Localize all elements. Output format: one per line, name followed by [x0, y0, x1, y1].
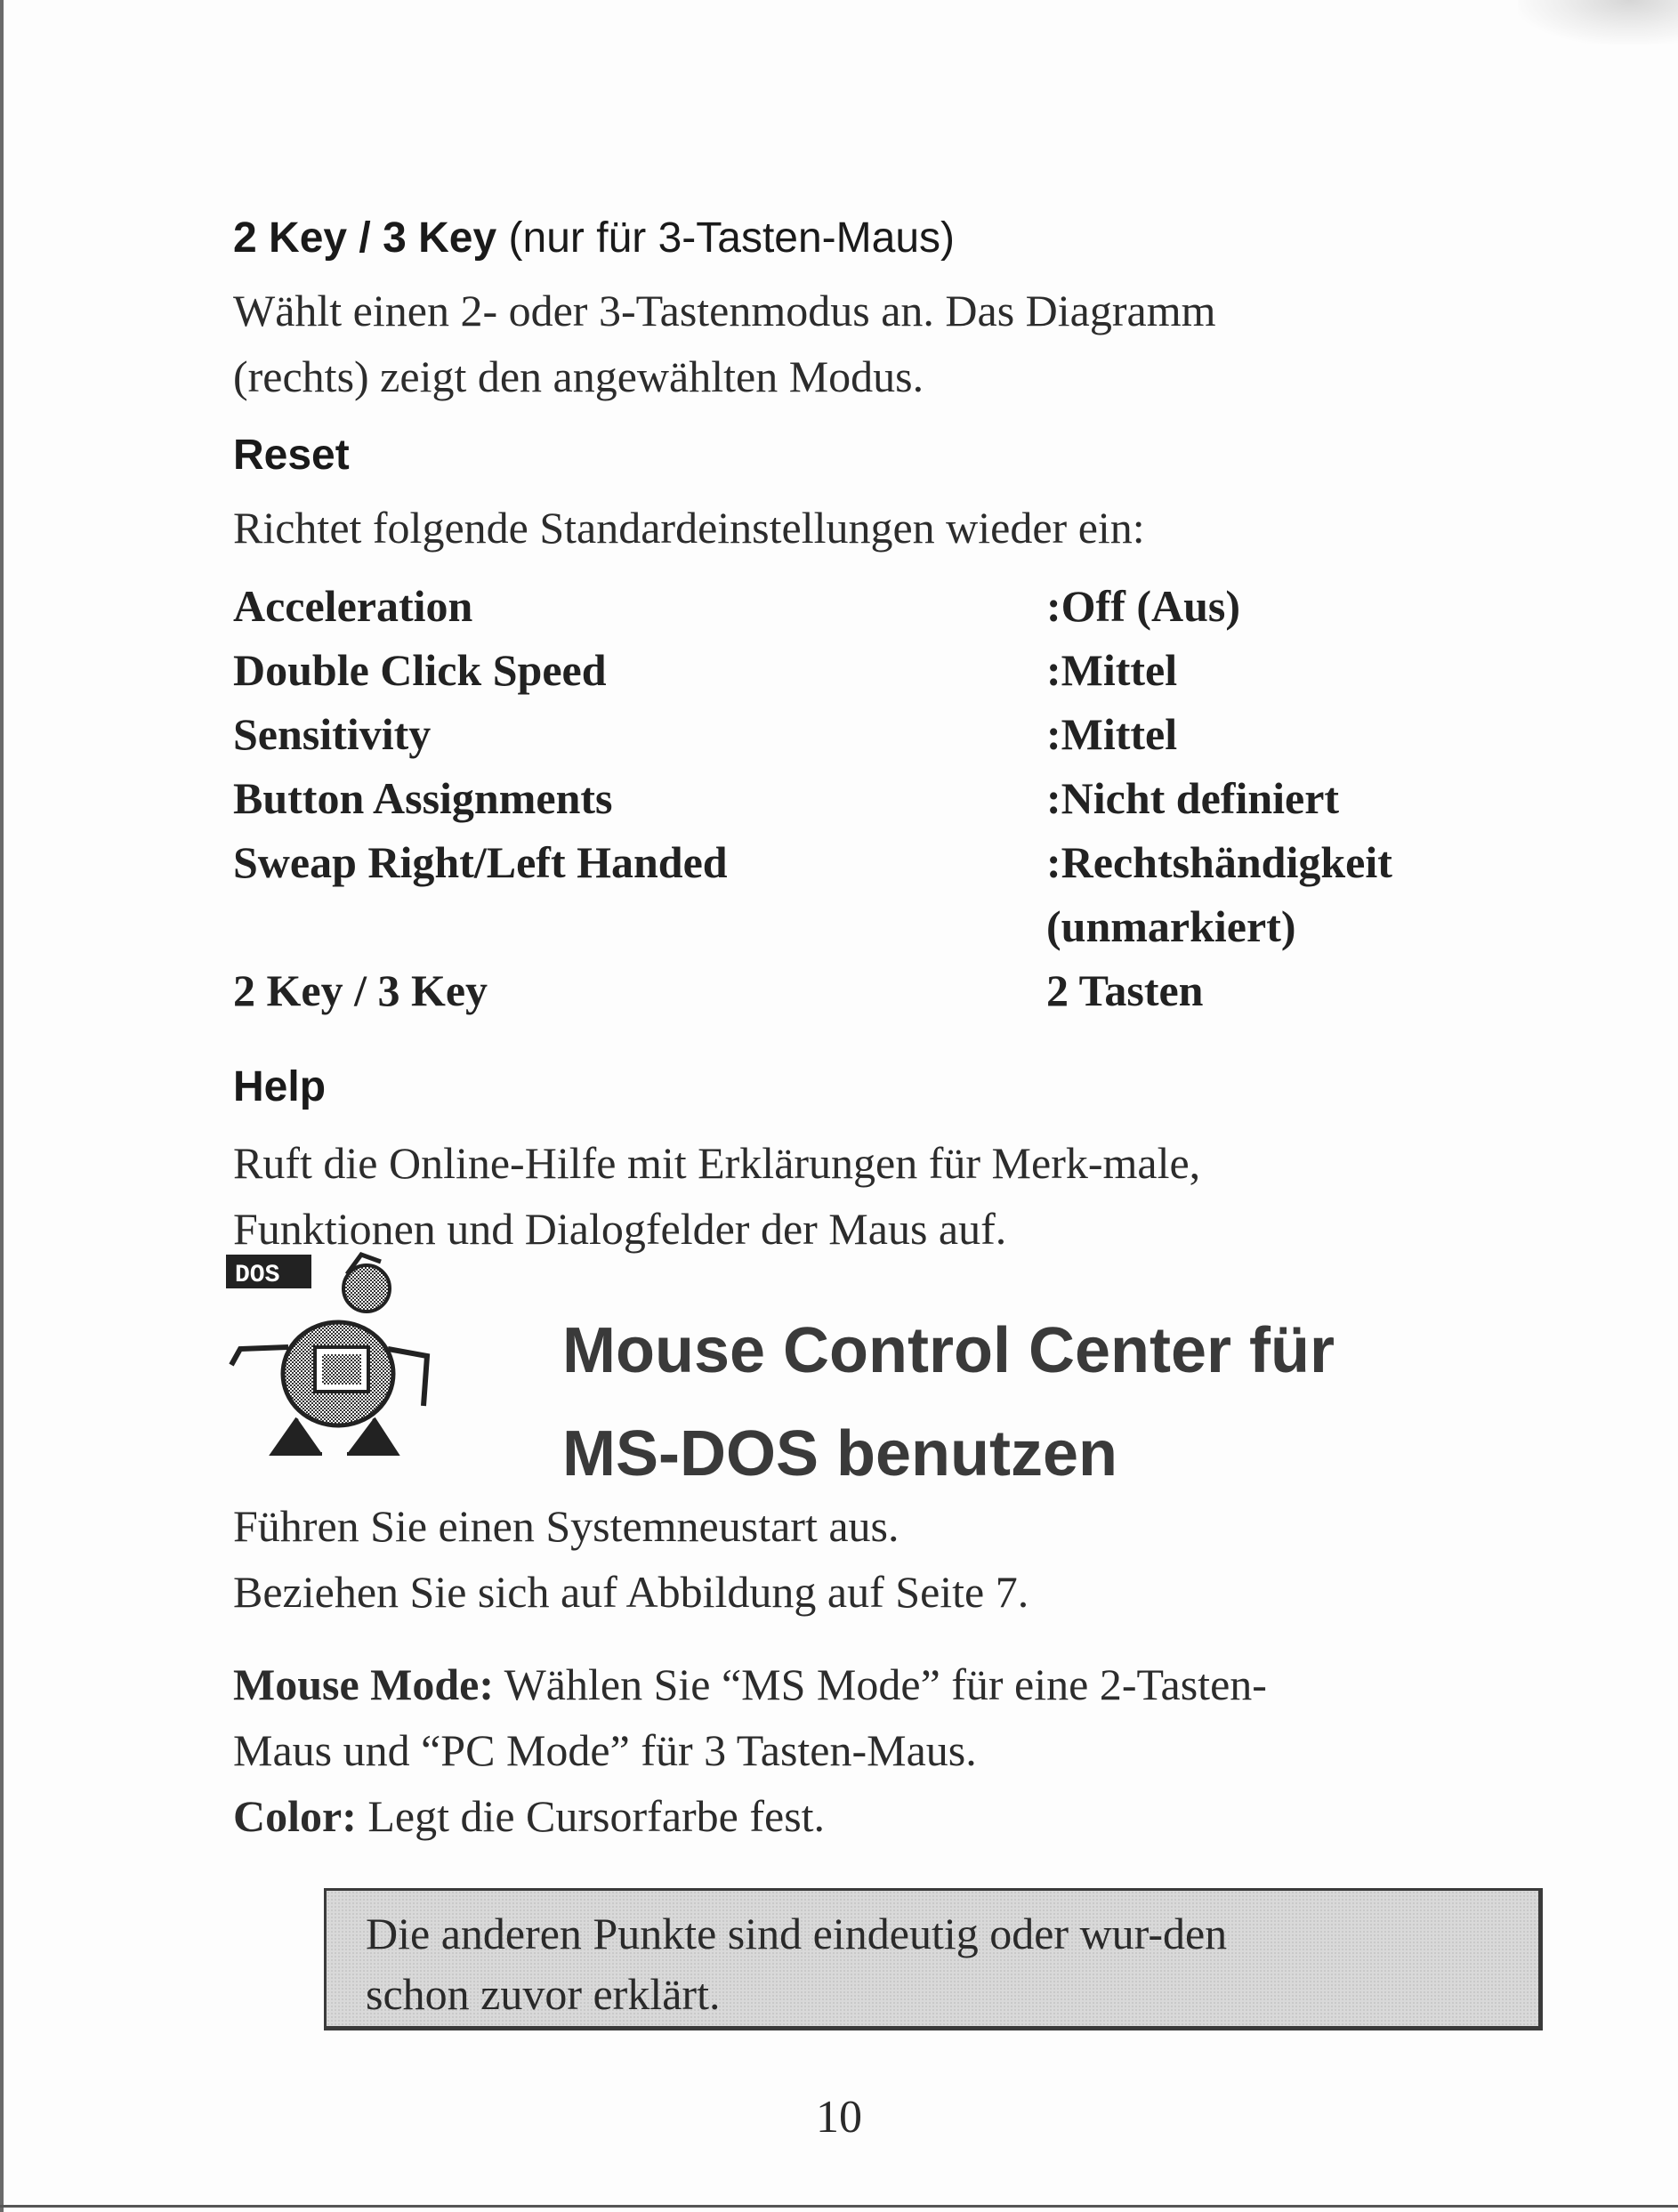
- setting-row: [233, 772, 1514, 836]
- dos-title-line-1: Mouse Control Center für: [562, 1315, 1335, 1386]
- setting-row: [233, 965, 1514, 1029]
- setting-row: [233, 836, 1514, 900]
- reset-intro: Richtet folgende Standardeinstellungen wieder ein:: [233, 503, 1145, 553]
- scan-corner-shadow: [1518, 0, 1678, 44]
- key-mode-description: [233, 278, 1532, 409]
- setting-value: :Rechtshändigkeit: [1046, 837, 1392, 887]
- note-line-1: Die anderen Punkte sind eindeutig oder wur-den: [366, 1909, 1228, 1958]
- note-text: [366, 1903, 1487, 2024]
- setting-row: [233, 580, 1514, 644]
- dos-title-line-2: MS-DOS benutzen: [562, 1418, 1117, 1489]
- setting-key: Acceleration: [233, 581, 473, 631]
- setting-value: 2 Tasten: [1046, 965, 1204, 1015]
- setting-value: (unmarkiert): [1046, 901, 1296, 951]
- page-number: 10: [816, 2092, 862, 2143]
- mascot-badge-text: DOS: [235, 1262, 280, 1289]
- setting-value: :Off (Aus): [1046, 581, 1241, 631]
- dos-line-1: Führen Sie einen Systemneustart aus.: [233, 1501, 900, 1551]
- dos-instructions: [233, 1493, 1532, 1625]
- setting-key: Sensitivity: [233, 709, 432, 759]
- help-description: [233, 1130, 1532, 1262]
- key-mode-line-1: Wählt einen 2- oder 3-Tastenmodus an. Das Diagramm: [233, 286, 1216, 335]
- color-line: [233, 1783, 1532, 1849]
- setting-value: :Nicht definiert: [1046, 773, 1340, 823]
- setting-key: Double Click Speed: [233, 645, 607, 695]
- dos-section-title: [562, 1299, 1335, 1506]
- setting-key: Button Assignments: [233, 773, 613, 823]
- key-mode-heading-bold: 2 Key / 3 Key: [233, 214, 497, 262]
- setting-row: [233, 644, 1514, 708]
- note-line-2: schon zuvor erklärt.: [366, 1969, 721, 2019]
- setting-key: Sweap Right/Left Handed: [233, 837, 728, 887]
- scan-left-edge: [0, 0, 4, 2212]
- dos-line-2: Beziehen Sie sich auf Abbildung auf Seite 7.: [233, 1567, 1029, 1617]
- key-mode-heading: [233, 214, 955, 262]
- setting-value: :Mittel: [1046, 645, 1178, 695]
- dos-mascot-illustration: [222, 1249, 445, 1463]
- note-box: [324, 1888, 1543, 2030]
- mouse-mode-line-2: Maus und “PC Mode” für 3 Tasten-Maus.: [233, 1725, 977, 1775]
- setting-value: :Mittel: [1046, 709, 1178, 759]
- mouse-mode-text-1: Wählen Sie “MS Mode” für eine 2-Tasten-: [494, 1659, 1267, 1709]
- mouse-mode-label: Mouse Mode:: [233, 1659, 494, 1709]
- mouse-mode-line-1: [233, 1651, 1532, 1717]
- help-heading: Help: [233, 1063, 327, 1110]
- key-mode-heading-note: (nur für 3-Tasten-Maus): [508, 214, 956, 262]
- help-line-2: Funktionen und Dialogfelder der Maus auf.: [233, 1204, 1007, 1254]
- setting-key: 2 Key / 3 Key: [233, 965, 488, 1015]
- setting-row: [233, 708, 1514, 772]
- color-label: Color:: [233, 1791, 357, 1841]
- mouse-mode-description: [233, 1651, 1532, 1849]
- color-text: Legt die Cursorfarbe fest.: [356, 1791, 826, 1841]
- reset-heading: Reset: [233, 432, 350, 479]
- key-mode-line-2: (rechts) zeigt den angewählten Modus.: [233, 351, 924, 401]
- setting-row: [233, 900, 1514, 965]
- scan-bottom-edge: [0, 2205, 1678, 2208]
- help-line-1: Ruft die Online-Hilfe mit Erklärungen für Merk-male,: [233, 1138, 1201, 1188]
